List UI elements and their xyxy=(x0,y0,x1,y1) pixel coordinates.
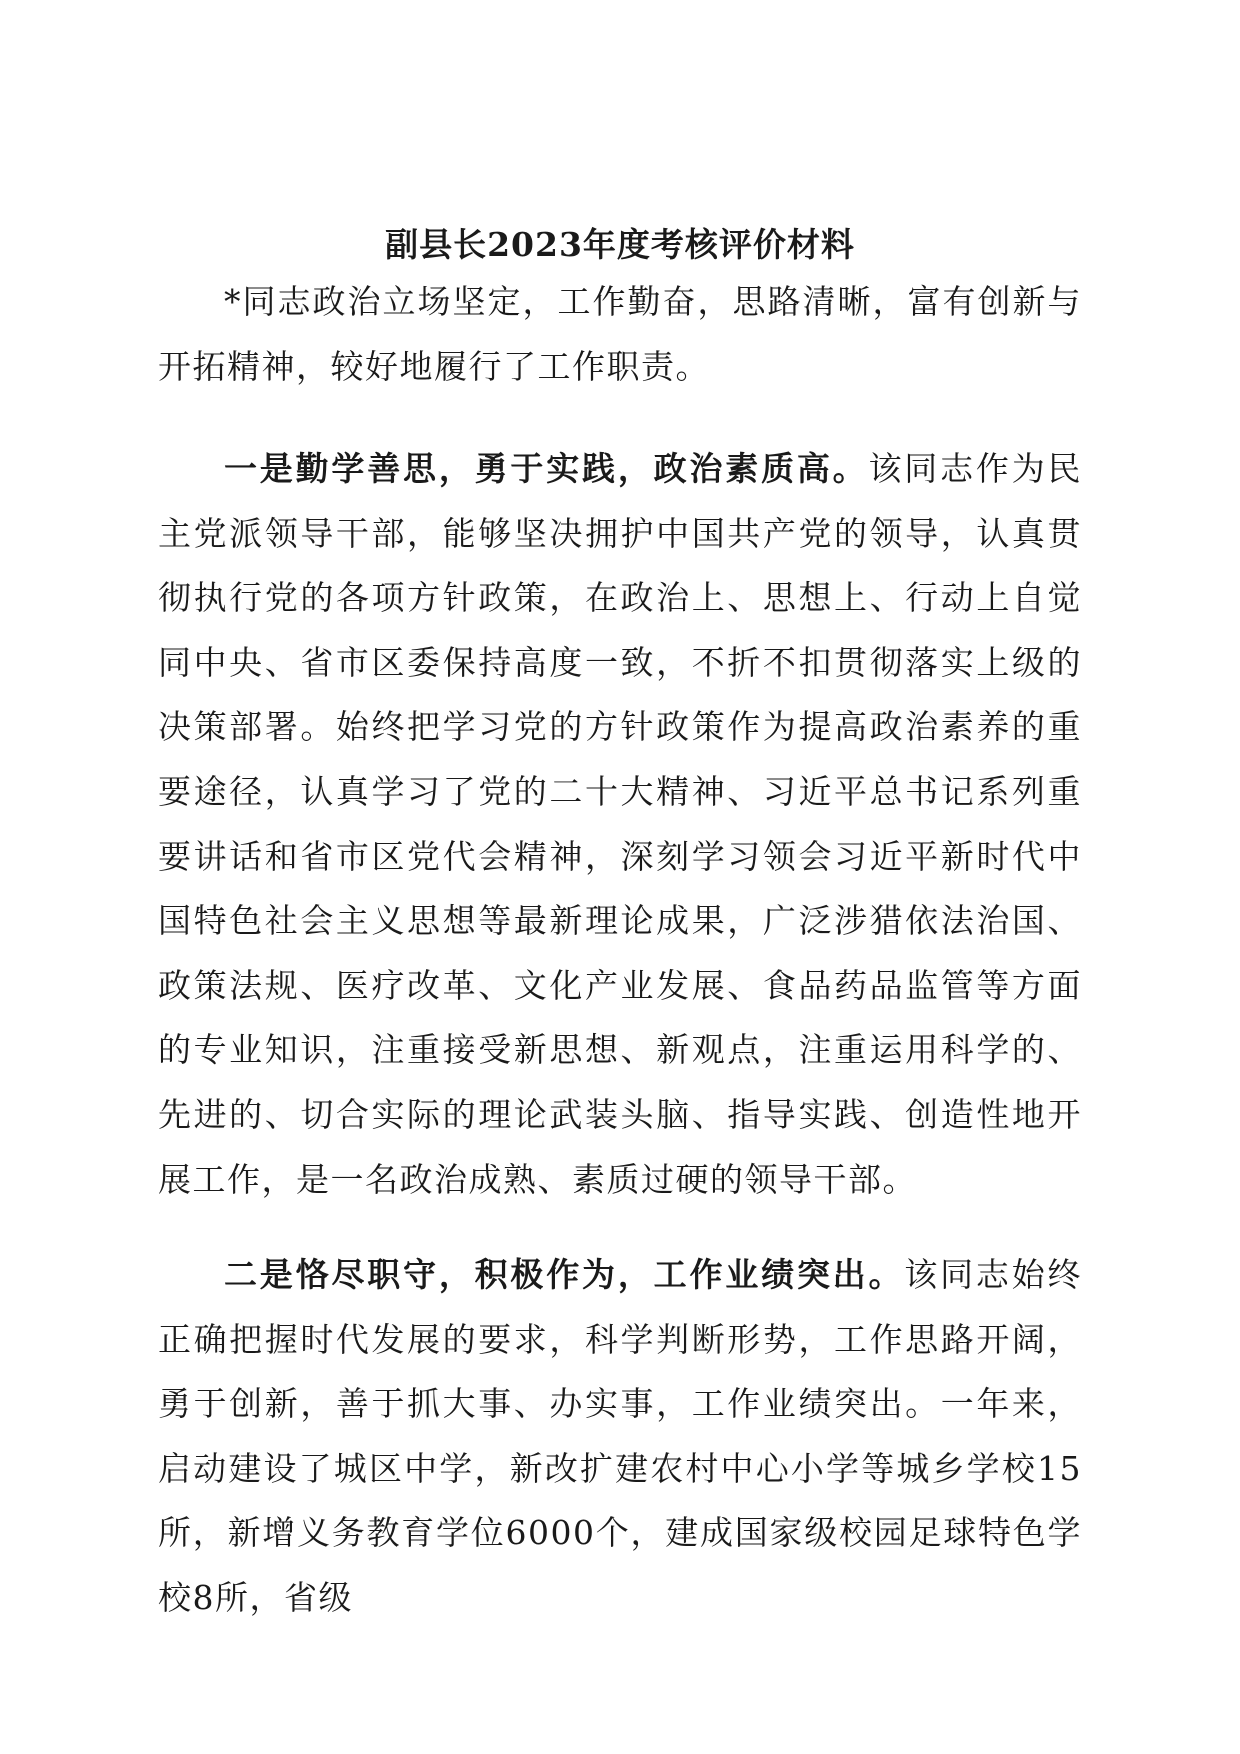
paragraph-political-quality-body: 该同志作为民主党派领导干部，能够坚决拥护中国共产党的领导，认真贯彻执行党的各项方针政策，在政治上、思想上、行动上自觉同中央、省市区委保持高度一致，不折不扣贯彻落实上级的决策部署。始终把学习党的方针政策作为提高政治素养的重要途径，认真学习了党的二十大精神、习近平总书记系列重要讲话和省市区党代会精神，深刻学习领会习近平新时代中国特色社会主义思想等最新理论成果，广泛涉猎依法治国、政策法规、医疗改革、文化产业发展、食品药品监管等方面的专业知识，注重接受新思想、新观点，注重运用科学的、先进的、切合实际的理论武装头脑、指导实践、创造性地开展工作，是一名政治成熟、素质过硬的领导干部。 xyxy=(158,449,1083,1199)
paragraph-intro xyxy=(158,270,1082,399)
paragraph-work-performance-lead: 二是恪尽职守，积极作为，工作业绩突出。 xyxy=(224,1255,905,1294)
paragraph-work-performance-body: 该同志始终正确把握时代发展的要求，科学判断形势，工作思路开阔，勇于创新，善于抓大事、办实事，工作业绩突出。一年来，启动建设了城区中学，新改扩建农村中心小学等城乡学校15所，新增义务教育学位6000个，建成国家级校园足球特色学校8所，省级 xyxy=(158,1255,1083,1617)
paragraph-political-quality-lead: 一是勤学善思，勇于实践，政治素质高。 xyxy=(224,449,869,488)
paragraph-political-quality xyxy=(158,437,1082,1212)
document-title: 副县长2023年度考核评价材料 xyxy=(385,225,855,264)
paragraph-work-performance xyxy=(158,1243,1082,1631)
paragraph-intro-body: *同志政治立场坚定，工作勤奋，思路清晰，富有创新与开拓精神，较好地履行了工作职责。 xyxy=(158,282,1082,386)
